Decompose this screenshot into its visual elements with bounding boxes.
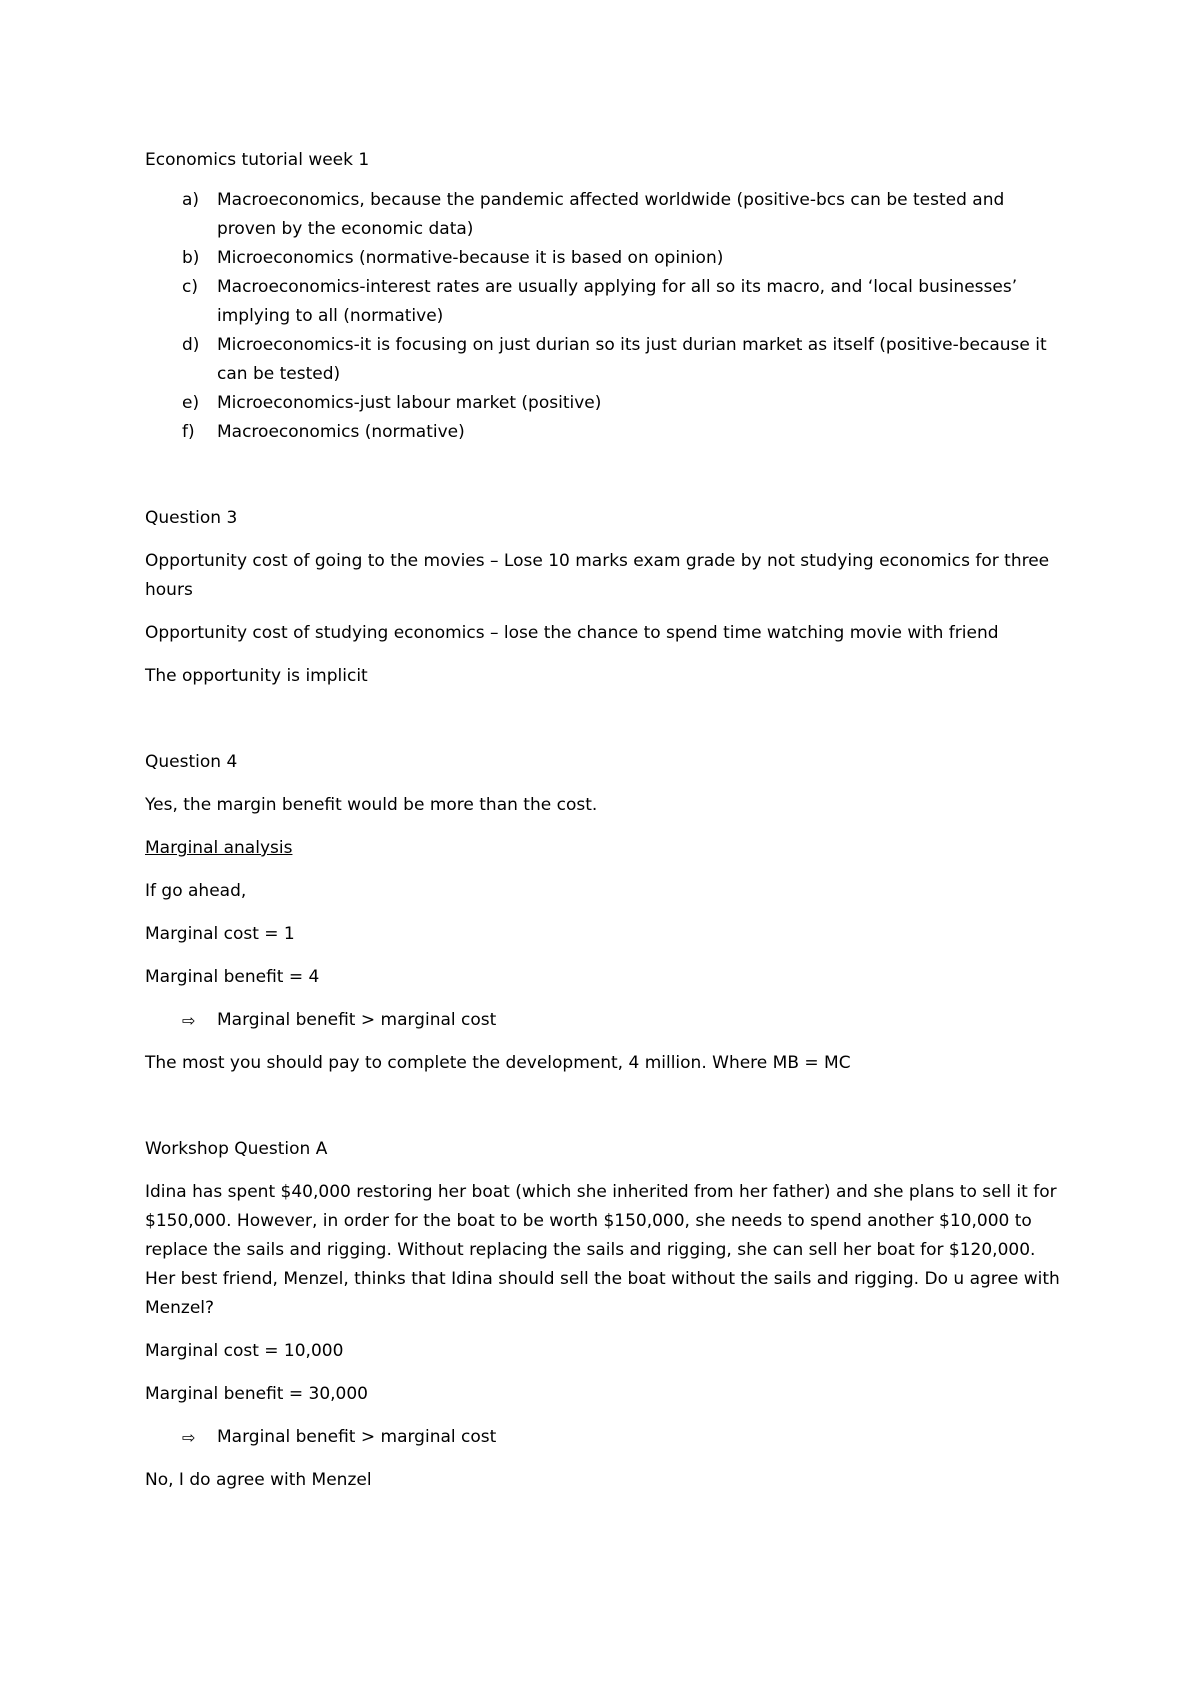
- q3-paragraph-movies: Opportunity cost of going to the movies – Lose 10 marks exam grade by not studying economics for three hours: [145, 551, 1050, 600]
- list-item: [145, 389, 1065, 418]
- workshop-question-a-heading: Workshop Question A: [145, 1139, 328, 1159]
- list-marker: f): [182, 422, 195, 442]
- q3-paragraph-implicit: The opportunity is implicit: [145, 666, 368, 686]
- wa-comparison-text: Marginal benefit > marginal cost: [217, 1427, 497, 1447]
- arrow-right-icon: ⇨: [182, 1011, 196, 1030]
- q3-paragraph-studying: Opportunity cost of studying economics – lose the chance to spend time watching movie with friend: [145, 623, 999, 643]
- list-item: [145, 331, 1065, 389]
- wa-marginal-cost: Marginal cost = 10,000: [145, 1341, 344, 1361]
- q1-answer-list: [145, 186, 1065, 447]
- q4-answer: Yes, the margin benefit would be more than the cost.: [145, 795, 598, 815]
- list-item-text: Macroeconomics-interest rates are usually applying for all so its macro, and ‘local businesses’ implying to all (normative): [217, 277, 1018, 326]
- list-item-text: Macroeconomics (normative): [217, 422, 465, 442]
- list-item-text: Microeconomics-just labour market (positive): [217, 393, 602, 413]
- list-marker: e): [182, 393, 200, 413]
- marginal-analysis-label: Marginal analysis: [145, 838, 293, 858]
- list-item-text: Microeconomics (normative-because it is based on opinion): [217, 248, 724, 268]
- list-item: [145, 273, 1065, 331]
- list-item: [145, 244, 1065, 273]
- q4-conclusion: The most you should pay to complete the development, 4 million. Where MB = MC: [145, 1053, 851, 1073]
- list-marker: c): [182, 277, 198, 297]
- document-title: Economics tutorial week 1: [145, 150, 370, 170]
- list-marker: d): [182, 335, 200, 355]
- wa-comparison: [145, 1423, 1065, 1452]
- list-marker: b): [182, 248, 200, 268]
- q4-comparison-text: Marginal benefit > marginal cost: [217, 1010, 497, 1030]
- q4-if-go-ahead: If go ahead,: [145, 881, 247, 901]
- wa-marginal-benefit: Marginal benefit = 30,000: [145, 1384, 369, 1404]
- arrow-right-icon: ⇨: [182, 1428, 196, 1447]
- list-item-text: Macroeconomics, because the pandemic affected worldwide (positive-bcs can be tested and proven by the economic data): [217, 190, 1005, 239]
- list-marker: a): [182, 190, 200, 210]
- q4-marginal-cost: Marginal cost = 1: [145, 924, 295, 944]
- list-item-text: Microeconomics-it is focusing on just durian so its just durian market as itself (positive-because it can be tested): [217, 335, 1047, 384]
- list-item: [145, 418, 1065, 447]
- q4-comparison: [145, 1006, 1065, 1035]
- document-page: [145, 146, 1065, 1495]
- q4-marginal-benefit: Marginal benefit = 4: [145, 967, 320, 987]
- question-4-heading: Question 4: [145, 752, 238, 772]
- list-item: [145, 186, 1065, 244]
- workshop-question-a-prompt: Idina has spent $40,000 restoring her boat (which she inherited from her father) and she plans to sell it for $150,000. However, in order for the boat to be worth $150,000, she needs to spend another $10,000 to replace the sails and rigging. Without replacing the sails and rigging, she can sell her boat for $120,000. Her best friend, Menzel, thinks that Idina should sell the boat without the sails and rigging. Do u agree with Menzel?: [145, 1182, 1060, 1318]
- wa-answer: No, I do agree with Menzel: [145, 1470, 372, 1490]
- question-3-heading: Question 3: [145, 508, 238, 528]
